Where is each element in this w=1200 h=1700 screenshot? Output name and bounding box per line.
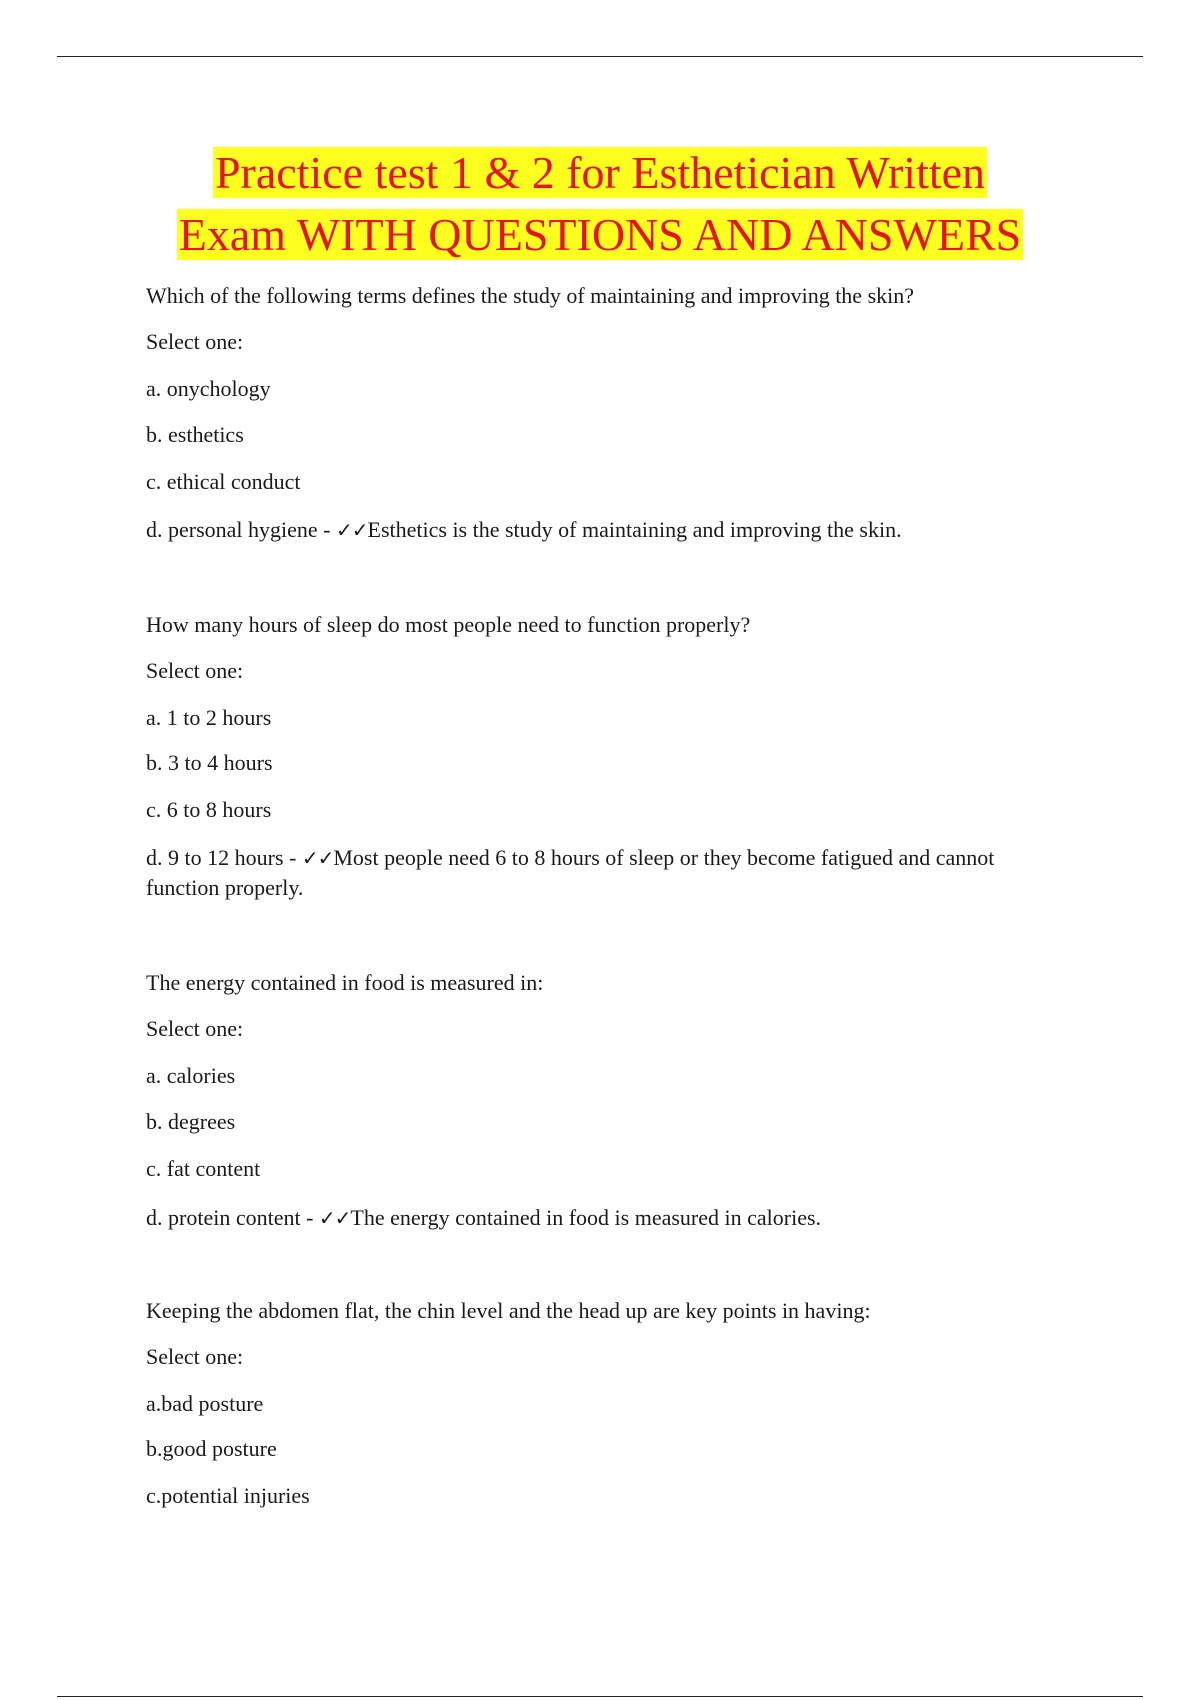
answer-explanation: Esthetics is the study of maintaining and improving the skin. [367, 517, 902, 542]
check-mark-icon: ✓✓ [336, 518, 368, 542]
option-a: a. 1 to 2 hours [146, 705, 272, 730]
question-text: How many hours of sleep do most people need to function properly? [146, 612, 751, 637]
option-a: a.bad posture [146, 1391, 264, 1416]
option-b: b.good posture [146, 1436, 277, 1461]
option-a: a. onychology [146, 376, 271, 401]
check-mark-icon: ✓✓ [318, 1206, 351, 1230]
option-b: b. 3 to 4 hours [146, 750, 273, 775]
question-text: Keeping the abdomen flat, the chin level and the head up are key points in having: [146, 1298, 871, 1323]
option-c: c. ethical conduct [146, 469, 301, 494]
select-prompt: Select one: [146, 658, 244, 683]
option-c: c.potential injuries [146, 1483, 310, 1508]
title-line-1: Practice test 1 & 2 for Esthetician Written [214, 147, 986, 198]
answer-explanation: The energy contained in food is measured in calories. [350, 1205, 822, 1230]
option-d: d. protein content - [146, 1205, 319, 1230]
select-prompt: Select one: [146, 1016, 244, 1041]
select-prompt: Select one: [146, 329, 244, 354]
page-title [0, 142, 1200, 266]
header-rule [57, 56, 1143, 57]
option-b: b. degrees [146, 1109, 236, 1134]
option-c: c. fat content [146, 1156, 261, 1181]
check-mark-icon: ✓✓ [301, 846, 334, 870]
option-b: b. esthetics [146, 422, 244, 447]
option-d: d. 9 to 12 hours - [146, 845, 302, 870]
question-text: Which of the following terms defines the study of maintaining and improving the skin? [146, 283, 915, 308]
option-d: d. personal hygiene - [146, 517, 336, 542]
option-d-with-answer [146, 843, 1046, 903]
option-a: a. calories [146, 1063, 236, 1088]
option-d-with-answer [146, 1203, 821, 1233]
option-d-with-answer [146, 515, 902, 545]
footer-rule [57, 1696, 1143, 1697]
select-prompt: Select one: [146, 1344, 244, 1369]
question-text: The energy contained in food is measured in: [146, 970, 544, 995]
answer-explanation: Most people need 6 to 8 hours of sleep or they become fatigued and cannot function properly. [146, 845, 995, 900]
title-line-2: Exam WITH QUESTIONS AND ANSWERS [178, 209, 1022, 260]
option-c: c. 6 to 8 hours [146, 797, 272, 822]
